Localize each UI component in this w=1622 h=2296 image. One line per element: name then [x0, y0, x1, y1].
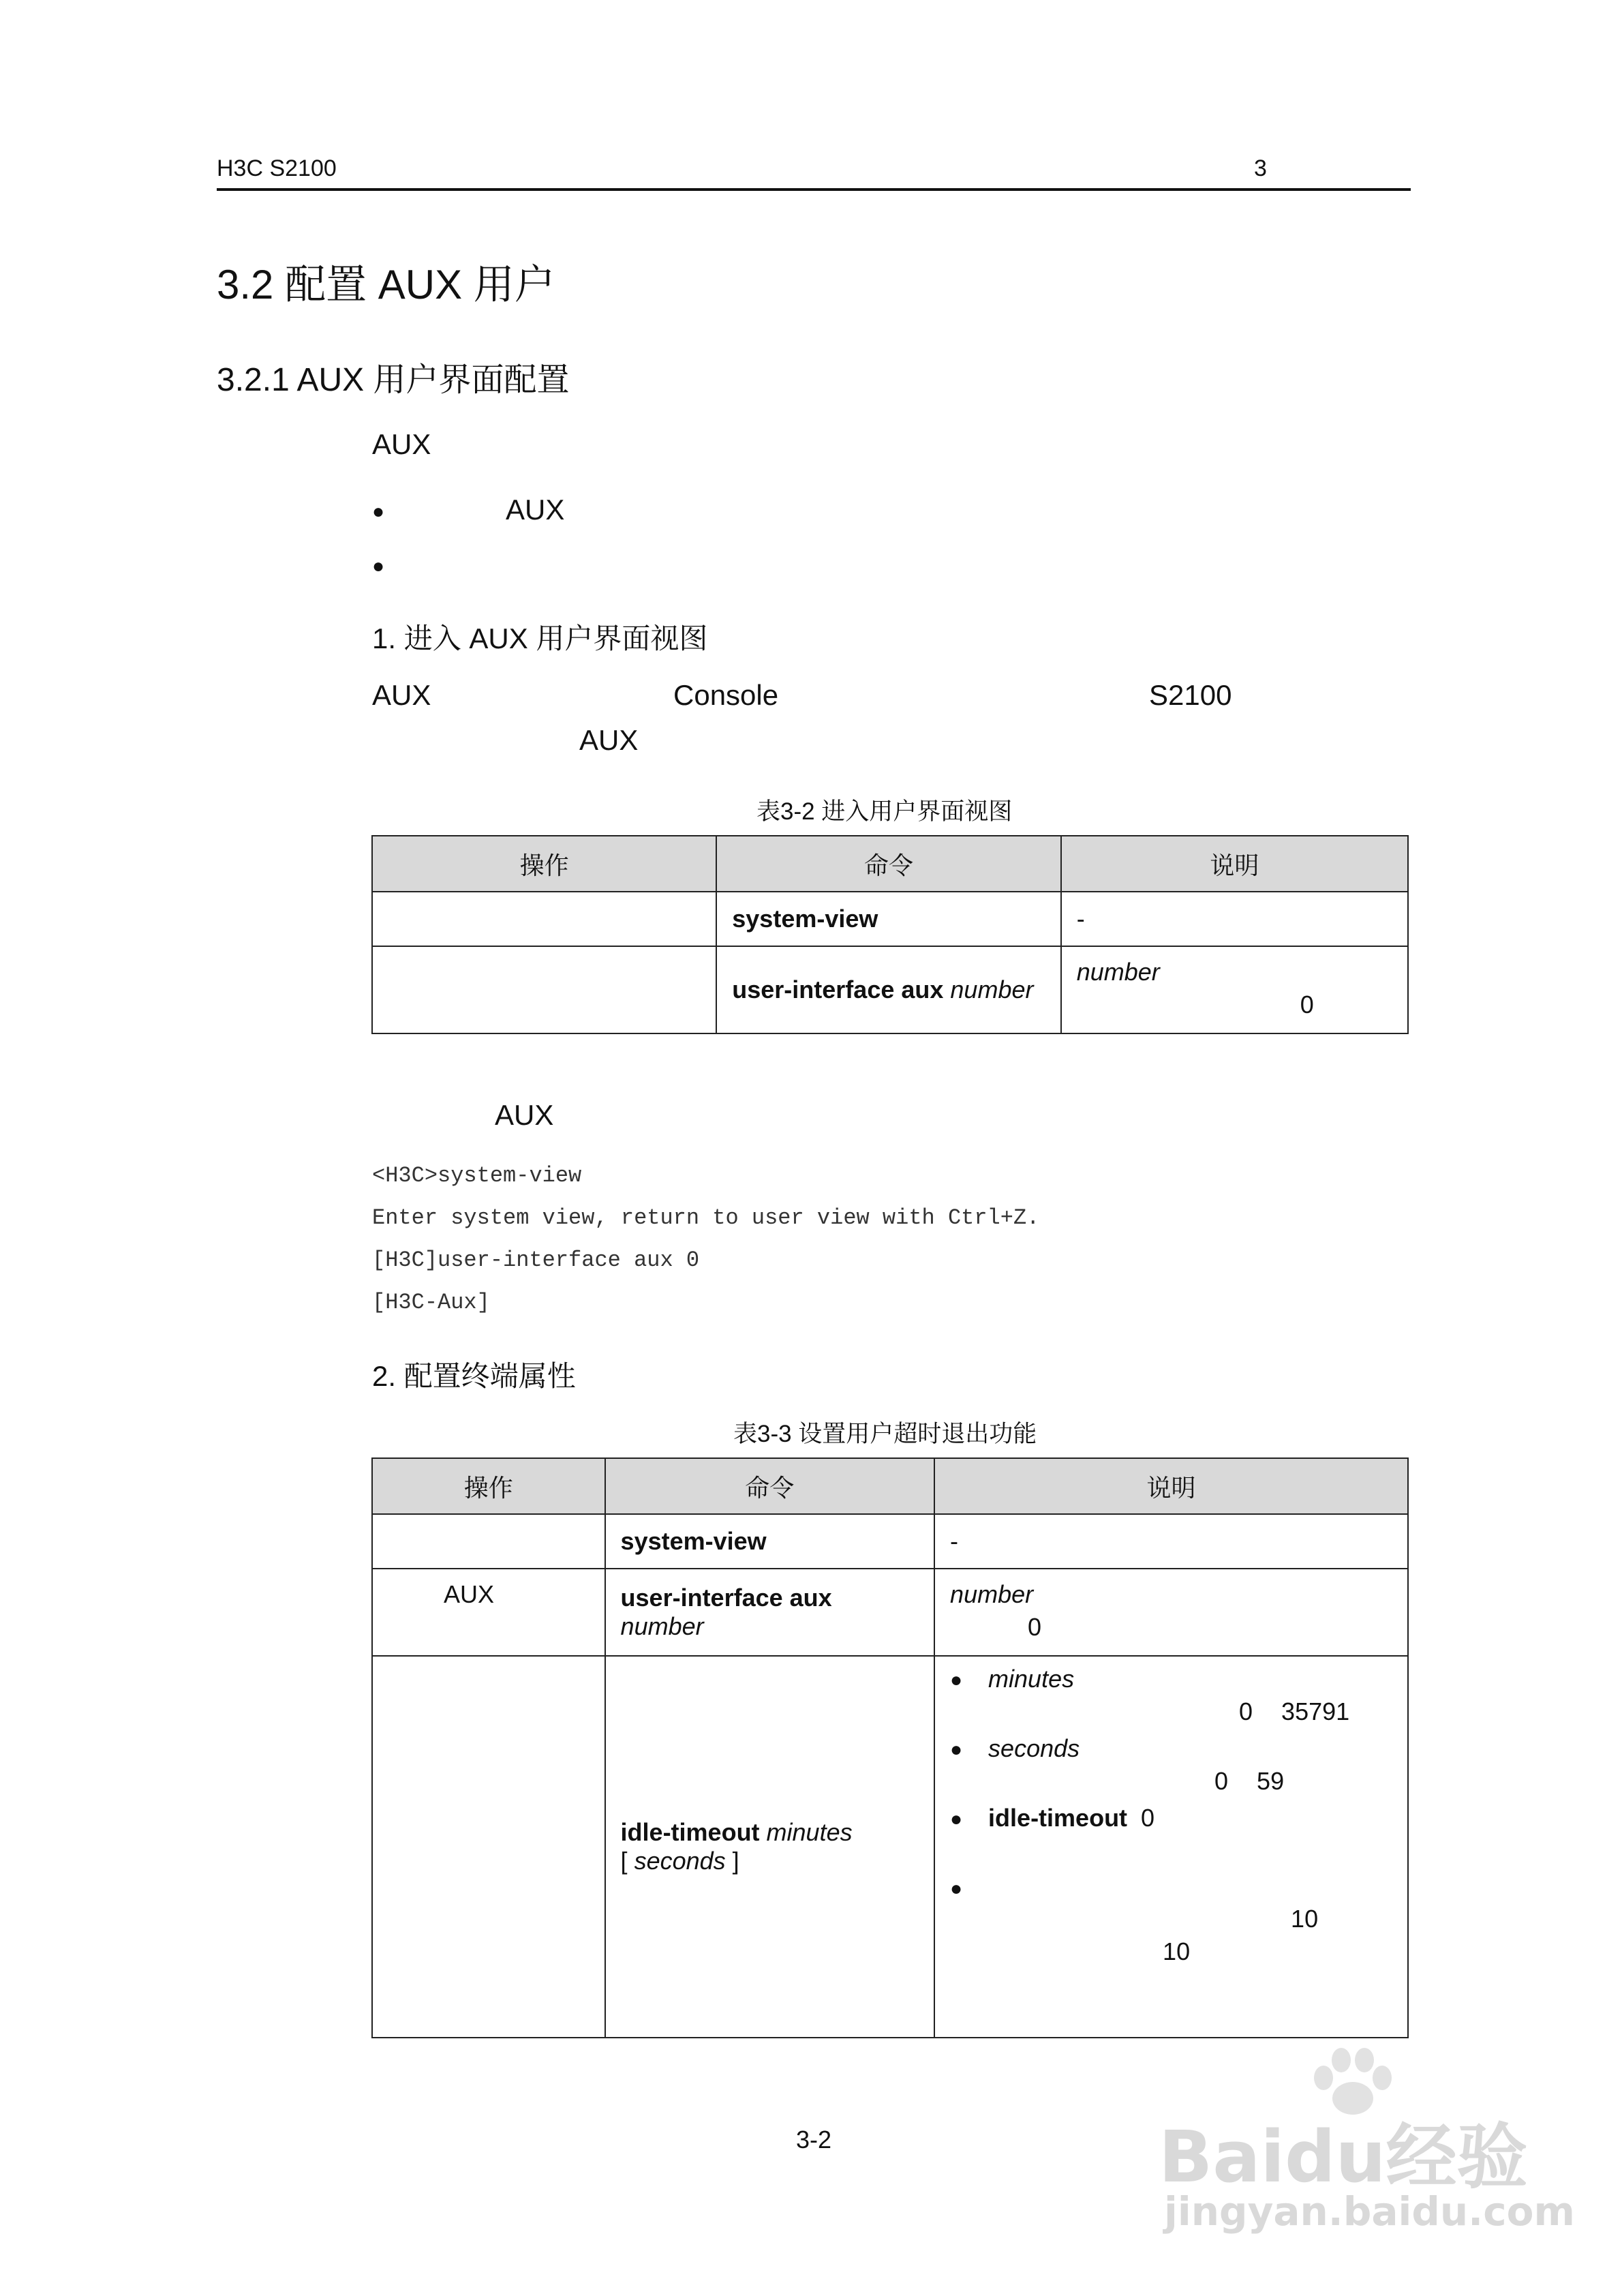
- table3-header-row: [372, 1458, 1408, 1514]
- table-row: [372, 946, 1408, 1033]
- bullet-1-dot: ●: [372, 500, 385, 523]
- table3-r3-bracket-close: ]: [725, 1847, 739, 1875]
- page-number: 3-2: [796, 2126, 832, 2154]
- table3-r2-description: [934, 1569, 1408, 1656]
- table3-r3-description: [934, 1656, 1408, 2038]
- table2-r2-cmd-italic: number: [950, 976, 1034, 1003]
- watermark-url: jingyan.baidu.com: [1164, 2188, 1575, 2235]
- section-title: 3.2 配置 AUX 用户: [217, 262, 555, 307]
- table2-r1-operation: [372, 892, 716, 946]
- table3-r3-cmd-italic2: seconds: [634, 1847, 726, 1875]
- table3-header-command: 命令: [605, 1458, 935, 1514]
- table2-r2-note-italic: number: [1076, 958, 1160, 986]
- bullet-1-text: AUX: [506, 494, 565, 526]
- table2-caption: 表3-2 进入用户界面视图: [756, 798, 1013, 825]
- step1-line2-aux: AUX: [579, 724, 639, 756]
- subsection-title: 3.2.1 AUX 用户界面配置: [217, 362, 570, 398]
- example-label: AUX: [495, 1099, 554, 1131]
- table3-header-description: 说明: [934, 1458, 1408, 1514]
- step1-s2100: S2100: [1149, 679, 1232, 711]
- table3-header-operation: 操作: [372, 1458, 605, 1514]
- table3-r2-note-number: 0: [1028, 1613, 1042, 1641]
- table2-header-row: [372, 836, 1408, 892]
- step1-aux: AUX: [372, 679, 431, 711]
- code-line-1: <H3C>system-view: [372, 1163, 582, 1188]
- table3-r2-note-italic: number: [950, 1580, 1034, 1608]
- table3-r2-operation: [372, 1569, 605, 1656]
- table3-r3-b3-number: 0: [1141, 1804, 1155, 1832]
- table-row: [372, 1514, 1408, 1569]
- table3-r3-operation: [372, 1656, 605, 2038]
- step1-console: Console: [673, 679, 779, 711]
- table3-r3-b1-max: 35791: [1281, 1697, 1350, 1725]
- table3-r3-bullet-2-dot: ●: [950, 1738, 963, 1761]
- table-row: [372, 1656, 1408, 2038]
- table-idle-timeout: [371, 1457, 1409, 2038]
- table3-r2-op-aux: AUX: [444, 1580, 495, 1608]
- table3-r3-b2-min: 0: [1214, 1767, 1229, 1795]
- table3-r3-b2-seconds: seconds: [988, 1734, 1080, 1762]
- table3-r1-command: [605, 1514, 935, 1569]
- table3-caption: 表3-3 设置用户超时退出功能: [733, 1421, 1037, 1447]
- table3-r3-b3-bold: idle-timeout: [988, 1804, 1128, 1832]
- table2-header-description: 说明: [1061, 836, 1408, 892]
- table2-r1-cmd-bold: system-view: [732, 905, 878, 933]
- table2-r2-note-number: 0: [1300, 991, 1314, 1018]
- code-line-4: [H3C-Aux]: [372, 1290, 490, 1315]
- table3-r1-description: -: [934, 1514, 1408, 1569]
- table3-r3-bullet-4-dot: ●: [950, 1877, 963, 1900]
- watermark-brand: Baidu经验: [1159, 2115, 1528, 2199]
- table-row: [372, 1569, 1408, 1656]
- code-line-3: [H3C]user-interface aux 0: [372, 1248, 700, 1273]
- table2-header-command: 命令: [716, 836, 1060, 892]
- table3-r3-cmd-bold: idle-timeout: [620, 1818, 767, 1846]
- bullet-2-dot: ●: [372, 555, 385, 577]
- table3-r3-bullet-1-dot: ●: [950, 1669, 963, 1691]
- intro-paragraph: AUX: [372, 428, 431, 460]
- table3-r3-b1-minutes: minutes: [988, 1665, 1075, 1693]
- table3-r2-command: [605, 1569, 935, 1656]
- header-product: H3C S2100: [217, 155, 337, 181]
- table2-r2-operation: [372, 946, 716, 1033]
- table3-r2-cmd-bold: user-interface aux: [620, 1584, 832, 1612]
- table2-r2-description: [1061, 946, 1408, 1033]
- table2-r2-command: [716, 946, 1060, 1033]
- table3-r2-cmd-italic: number: [620, 1612, 704, 1640]
- step2-title: 2. 配置终端属性: [372, 1360, 576, 1392]
- table3-r3-bullet-3-dot: ●: [950, 1808, 963, 1830]
- table3-r1-operation: [372, 1514, 605, 1569]
- table3-r3-b1-min: 0: [1239, 1697, 1253, 1725]
- table3-r3-b2-max: 59: [1257, 1767, 1285, 1795]
- table2-r2-cmd-bold: user-interface aux: [732, 976, 951, 1003]
- table3-r3-cmd-italic: minutes: [766, 1818, 853, 1846]
- table-enter-user-interface: [371, 835, 1409, 1034]
- header-chapter-number: 3: [1254, 155, 1267, 181]
- table3-r3-b4-number-1: 10: [1291, 1905, 1319, 1933]
- table3-r3-b4-number-2: 10: [1163, 1937, 1191, 1965]
- header-rule: [217, 188, 1411, 191]
- table2-header-operation: 操作: [372, 836, 716, 892]
- table2-r1-command: [716, 892, 1060, 946]
- table3-r1-cmd-bold: system-view: [620, 1527, 767, 1555]
- table3-r3-bracket-open: [: [620, 1847, 634, 1875]
- table3-r3-command: [605, 1656, 935, 2038]
- code-line-2: Enter system view, return to user view with Ctrl+Z.: [372, 1205, 1040, 1230]
- table2-r1-description: -: [1061, 892, 1408, 946]
- table-row: [372, 892, 1408, 946]
- step1-title: 1. 进入 AUX 用户界面视图: [372, 622, 708, 654]
